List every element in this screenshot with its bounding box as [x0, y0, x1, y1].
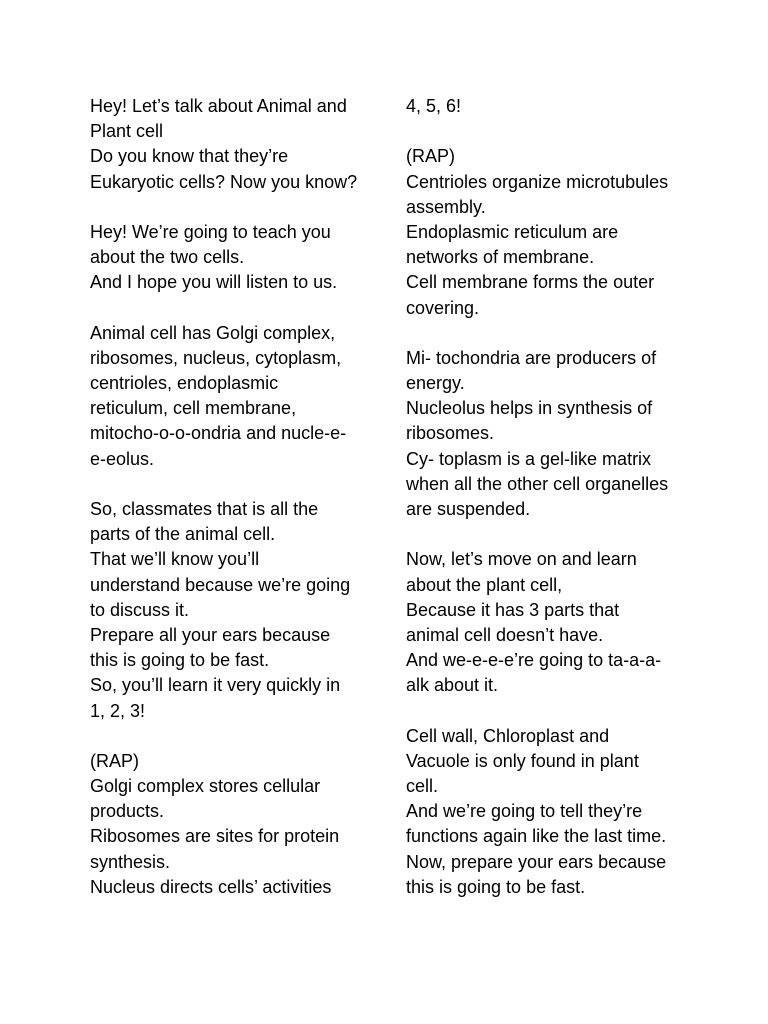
right-text-line: Centrioles organize microtubules	[406, 171, 669, 192]
right-text-line: Endoplasmic reticulum are	[406, 221, 619, 242]
right-blank-line	[406, 119, 691, 144]
right-text-line: are suspended.	[406, 499, 531, 519]
left-text-line: Hey! We’re going to teach you	[90, 221, 331, 242]
left-text-line: And I hope you will listen to us.	[90, 272, 338, 293]
left-text-line: understand because we’re going	[90, 574, 351, 595]
right-text-line: Cell membrane forms the outer	[406, 272, 655, 293]
right-text-line: cell.	[406, 776, 439, 797]
right-text-line: Nucleolus helps in synthesis of	[406, 398, 653, 419]
right-text-line: Now, let’s move on and learn	[406, 549, 637, 570]
right-text-line: 4, 5, 6!	[406, 96, 462, 116]
right-blank-line	[406, 522, 691, 547]
right-blank-line	[406, 321, 691, 346]
right-text-column	[406, 94, 691, 900]
left-text-line: Plant cell	[90, 121, 164, 142]
right-text-line: Vacuole is only found in plant	[406, 750, 639, 771]
left-text-line: That we’ll know you’ll	[90, 549, 260, 570]
right-text-line: And we’re going to tell they’re	[406, 801, 643, 822]
left-text-line: (RAP)	[90, 750, 139, 771]
left-text-line: to discuss it.	[90, 599, 190, 620]
left-text-line: synthesis.	[90, 851, 171, 872]
right-text-line: energy.	[406, 373, 465, 394]
left-text-line: Animal cell has Golgi complex,	[90, 322, 336, 343]
right-text-line: functions again like the last time.	[406, 826, 667, 847]
left-text-line: Prepare all your ears because	[90, 624, 331, 645]
left-text-line: reticulum, cell membrane,	[90, 398, 297, 419]
left-text-line: parts of the animal cell.	[90, 524, 276, 545]
right-text-line: when all the other cell organelles	[406, 473, 669, 494]
right-text-line: (RAP)	[406, 146, 455, 167]
left-text-line: this is going to be fast.	[90, 650, 270, 671]
right-text-line: animal cell doesn’t have.	[406, 624, 604, 645]
left-text-line: So, you’ll learn it very quickly in	[90, 675, 341, 696]
left-text-line: centrioles, endoplasmic	[90, 373, 279, 394]
right-text-line: covering.	[406, 297, 480, 318]
right-text-line: Because it has 3 parts that	[406, 599, 620, 620]
right-text-line: networks of membrane.	[406, 247, 595, 268]
left-text-line: Eukaryotic cells? Now you know?	[90, 171, 358, 192]
right-text-line: ribosomes.	[406, 423, 495, 444]
right-text-line: Now, prepare your ears because	[406, 851, 667, 872]
right-text-line: And we-e-e-e’re going to ta-a-a-	[406, 650, 662, 671]
right-text-line: assembly.	[406, 196, 486, 217]
left-text-line: Ribosomes are sites for protein	[90, 826, 340, 847]
left-text-line: 1, 2, 3!	[90, 700, 146, 721]
left-text-line: Nucleus directs cells’ activities	[90, 876, 332, 897]
left-text-line: ribosomes, nucleus, cytoplasm,	[90, 347, 342, 368]
right-text-line: about the plant cell,	[406, 574, 563, 595]
right-text-line: Mi- tochondria are producers of	[406, 347, 657, 368]
left-text-line: about the two cells.	[90, 247, 245, 268]
left-text-line: So, classmates that is all the	[90, 499, 319, 519]
right-blank-line	[406, 699, 691, 724]
left-blank-line	[90, 195, 370, 220]
right-text-line: this is going to be fast.	[406, 876, 586, 897]
left-text-line: Do you know that they’re	[90, 146, 289, 167]
left-text-line: mitocho-o-o-ondria and nucle-e-	[90, 423, 347, 444]
right-text-line: Cy- toplasm is a gel-like matrix	[406, 448, 652, 469]
right-text-line: Cell wall, Chloroplast and	[406, 725, 610, 746]
left-text-line: products.	[90, 801, 165, 822]
left-text-line: Golgi complex stores cellular	[90, 776, 321, 797]
left-text-column	[90, 94, 370, 900]
left-text-line: e-eolus.	[90, 448, 155, 469]
left-text-line: Hey! Let’s talk about Animal and	[90, 96, 347, 116]
left-blank-line	[90, 472, 370, 497]
right-text-line: alk about it.	[406, 675, 499, 696]
left-blank-line	[90, 724, 370, 749]
left-blank-line	[90, 296, 370, 321]
